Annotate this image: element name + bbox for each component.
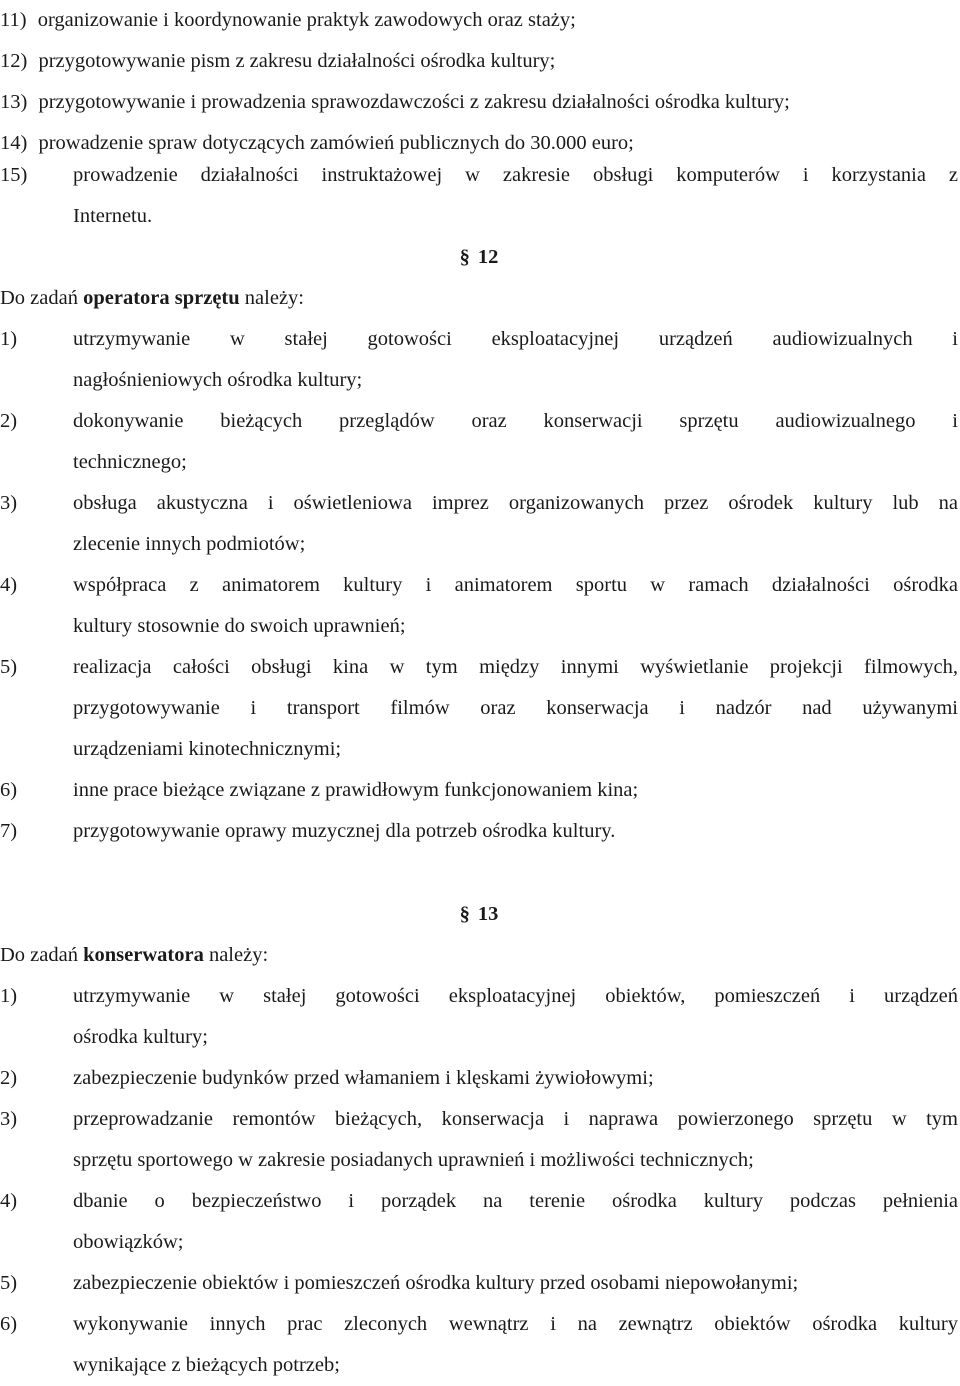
list-item-line	[0, 1304, 958, 1345]
list-item-number: 13)	[0, 91, 28, 113]
list-item-line	[0, 155, 958, 196]
list-item-text: prowadzenie spraw dotyczących zamówień publicznych do 30.000 euro;	[38, 132, 634, 154]
list-item-line	[0, 401, 958, 442]
list-item	[0, 155, 958, 237]
list-item-text: zabezpieczenie budynków przed włamaniem i klęskami żywiołowymi;	[73, 1067, 654, 1089]
list-item-line	[0, 319, 958, 360]
list-item-number: 5)	[0, 1272, 18, 1294]
list-item	[0, 647, 958, 770]
list-item-line	[0, 1099, 958, 1140]
list-item-number: 14)	[0, 132, 28, 154]
intro-text: Do zadań	[0, 287, 84, 309]
list-item-number: 15)	[0, 164, 28, 186]
list-item-number: 4)	[0, 574, 18, 596]
list-item-line: sprzętu sportowego w zakresie posiadanych uprawnień i możliwości technicznych;	[73, 1149, 754, 1171]
role-name: konserwatora	[83, 944, 204, 966]
list-item-line	[0, 770, 958, 811]
list-item	[0, 41, 958, 82]
section-intro	[0, 278, 958, 319]
list-item-number: 3)	[0, 492, 18, 514]
list-item-text: zabezpieczenie obiektów i pomieszczeń ośrodka kultury przed osobami niepowołanymi;	[73, 1272, 799, 1294]
list-item-text: prowadzenie działalności instruktażowej w zakresie obsługi komputerów i korzystania z	[73, 164, 958, 186]
list-item-line: obowiązków;	[73, 1231, 184, 1253]
list-item-line: kultury stosownie do swoich uprawnień;	[73, 615, 406, 637]
list-item	[0, 770, 958, 811]
list-item-text: wykonywanie innych prac zleconych wewnątrz i na zewnątrz obiektów ośrodka kultury	[73, 1313, 958, 1335]
list-item-text: przeprowadzanie remontów bieżących, konserwacja i naprawa powierzonego sprzętu w tym	[73, 1108, 958, 1130]
list-item	[0, 1263, 958, 1304]
list-item-line: nagłośnieniowych ośrodka kultury;	[73, 369, 363, 391]
section-number: 12	[477, 246, 499, 268]
list-item-text: przygotowywanie i prowadzenia sprawozdawczości z zakresu działalności ośrodka kultury;	[38, 91, 790, 113]
list-item-number: 6)	[0, 779, 18, 801]
list-item-line	[0, 976, 958, 1017]
list-item-number: 1)	[0, 328, 18, 350]
list-item-number: 5)	[0, 656, 18, 678]
list-item-text: przygotowywanie i transport filmów oraz konserwacja i nadzór nad używanymi	[73, 697, 958, 719]
list-item-text: utrzymywanie w stałej gotowości eksploatacyjnej urządzeń audiowizualnych i	[73, 328, 958, 350]
section-number: 13	[477, 903, 499, 925]
list-item-text: dokonywanie bieżących przeglądów oraz konserwacji sprzętu audiowizualnego i	[73, 410, 958, 432]
list-item-text: inne prace bieżące związane z prawidłowym funkcjonowaniem kina;	[73, 779, 639, 801]
list-item-text: przygotowywanie pism z zakresu działalności ośrodka kultury;	[38, 50, 556, 72]
list-item-line: ośrodka kultury;	[73, 1026, 208, 1048]
list-item	[0, 1058, 958, 1099]
list-item-number: 12)	[0, 50, 28, 72]
intro-text-end: należy:	[239, 287, 304, 309]
list-item-text: współpraca z animatorem kultury i animatorem sportu w ramach działalności ośrodka	[73, 574, 958, 596]
list-item-line	[0, 811, 958, 852]
list-item-number: 1)	[0, 985, 18, 1007]
list-item-text: obsługa akustyczna i oświetleniowa imprez organizowanych przez ośrodek kultury lub na	[73, 492, 958, 514]
intro-text-end: należy:	[203, 944, 269, 966]
list-item-line: wynikające z bieżących potrzeb;	[73, 1354, 340, 1376]
paragraph-sign: §	[459, 903, 470, 925]
list-item	[0, 976, 958, 1058]
list-item-number: 2)	[0, 1067, 18, 1089]
list-item-line	[0, 41, 958, 82]
list-item-number: 2)	[0, 410, 18, 432]
list-item-text: organizowanie i koordynowanie praktyk zawodowych oraz staży;	[37, 9, 576, 31]
list-item-line	[0, 1058, 958, 1099]
list-item-line	[0, 647, 958, 688]
list-item-line	[0, 0, 958, 41]
list-item	[0, 811, 958, 852]
list-item-number: 11)	[0, 9, 27, 31]
list-item	[0, 1099, 958, 1181]
list-item-text: utrzymywanie w stałej gotowości eksploatacyjnej obiektów, pomieszczeń i urządzeń	[73, 985, 958, 1007]
list-item-line: urządzeniami kinotechnicznymi;	[73, 738, 342, 760]
list-item-line	[0, 82, 958, 123]
list-item-line: zlecenie innych podmiotów;	[73, 533, 306, 555]
list-item	[0, 1181, 958, 1263]
list-item-text: przygotowywanie oprawy muzycznej dla potrzeb ośrodka kultury.	[73, 820, 616, 842]
list-item	[0, 565, 958, 647]
list-item-text: realizacja całości obsługi kina w tym między innymi wyświetlanie projekcji filmowych,	[73, 656, 958, 678]
section-heading-13	[0, 894, 958, 935]
list-item	[0, 1304, 958, 1386]
list-item-line: Internetu.	[73, 205, 153, 227]
list-item	[0, 483, 958, 565]
list-item-line	[0, 688, 958, 729]
list-item-line	[0, 483, 958, 524]
intro-text: Do zadań	[0, 944, 84, 966]
list-item-number: 4)	[0, 1190, 18, 1212]
section-intro	[0, 935, 958, 976]
list-item-line	[0, 565, 958, 606]
paragraph-sign: §	[459, 246, 470, 268]
section-heading-12	[0, 237, 958, 278]
list-item	[0, 401, 958, 483]
list-item-number: 3)	[0, 1108, 18, 1130]
list-item	[0, 319, 958, 401]
list-item	[0, 0, 958, 41]
list-item-number: 7)	[0, 820, 18, 842]
role-name: operatora sprzętu	[83, 287, 240, 309]
list-item-number: 6)	[0, 1313, 18, 1335]
list-item-text: dbanie o bezpieczeństwo i porządek na terenie ośrodka kultury podczas pełnienia	[73, 1190, 958, 1212]
list-item-line	[0, 1181, 958, 1222]
list-item	[0, 82, 958, 123]
list-item-line	[0, 1263, 958, 1304]
list-item-line: technicznego;	[73, 451, 187, 473]
